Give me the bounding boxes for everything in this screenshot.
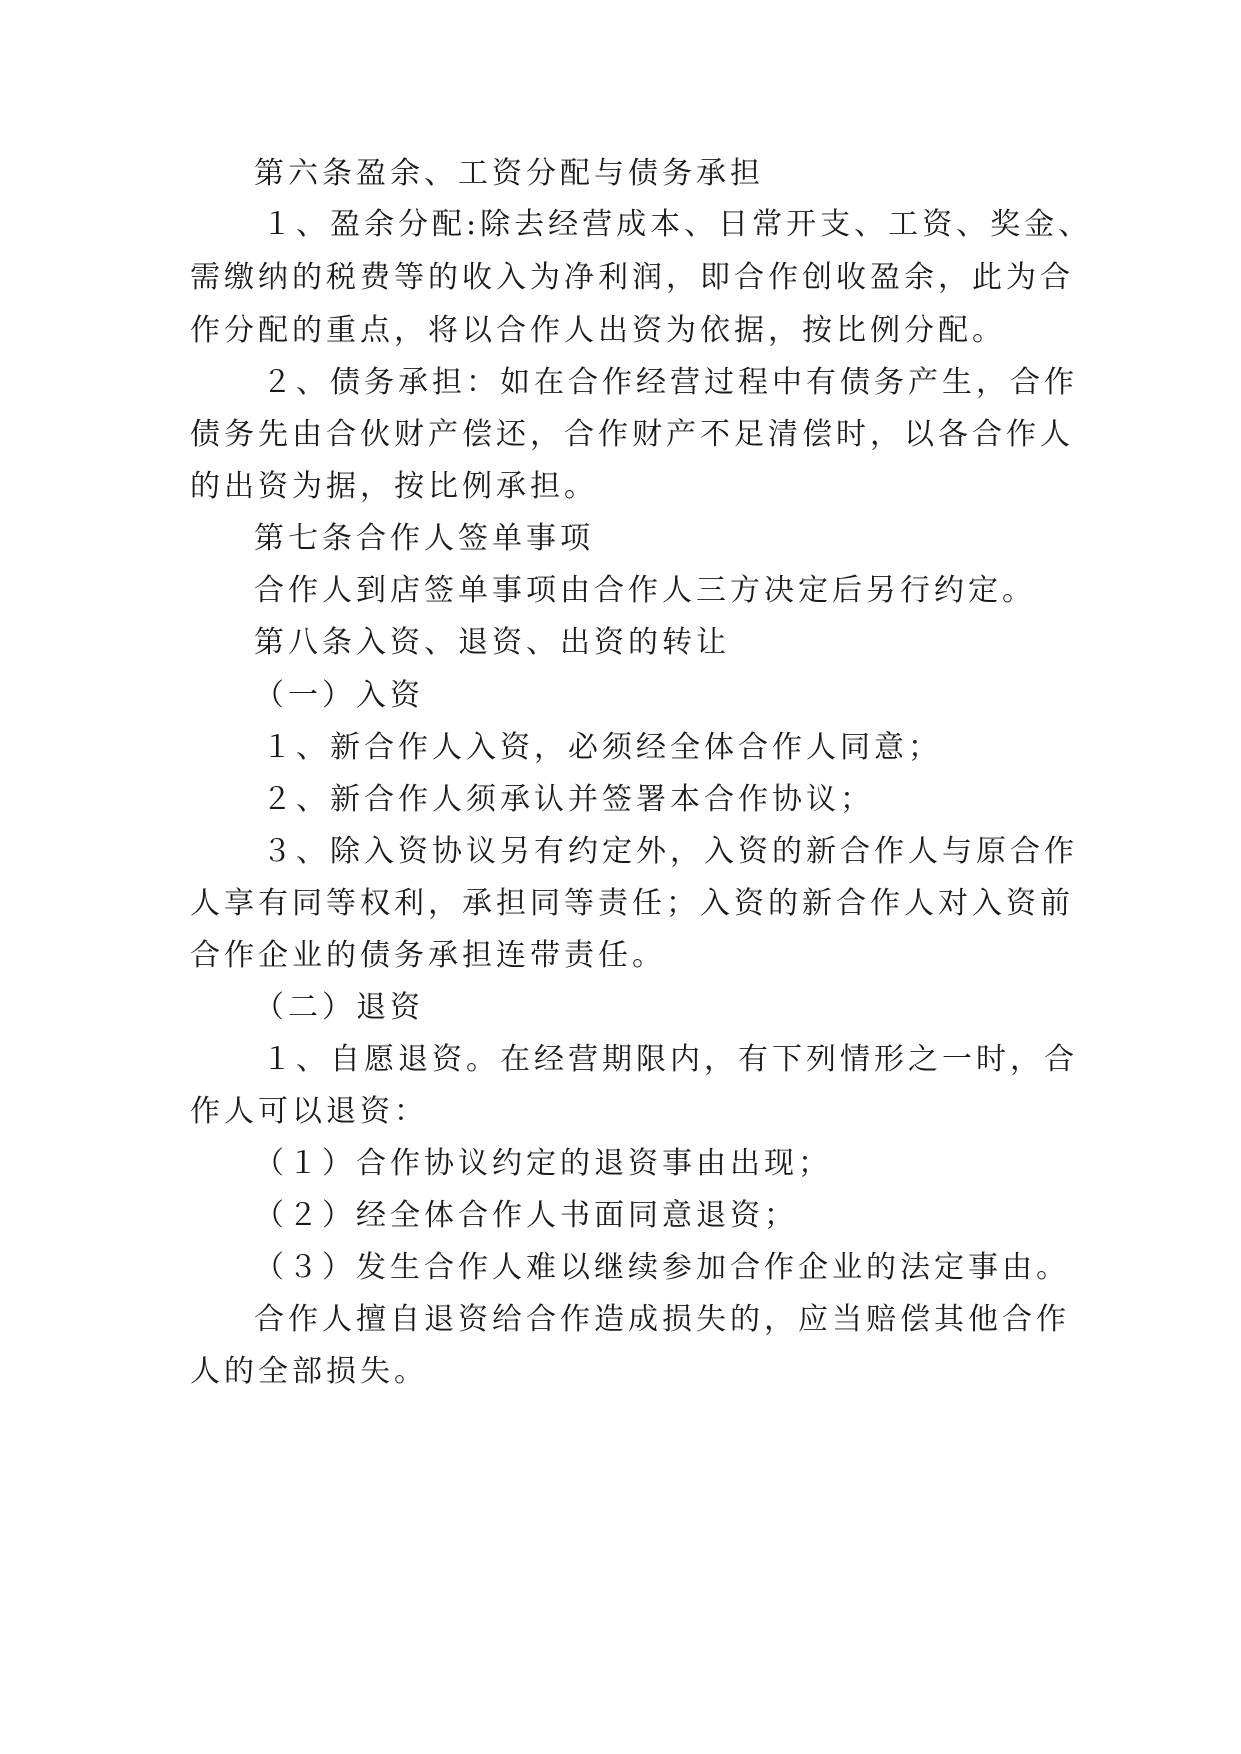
paragraph-line: 作人可以退资： (190, 1094, 428, 1129)
paragraph-line: 人的全部损失。 (190, 1354, 428, 1389)
list-item: （２）经全体合作人书面同意退资； (254, 1198, 798, 1233)
paragraph-line: ３、除入资协议另有约定外，入资的新合作人与原合作 (262, 834, 1078, 869)
paragraph-line: ２、债务承担：如在合作经营过程中有债务产生，合作 (262, 365, 1078, 400)
list-item: （１）合作协议约定的退资事由出现； (254, 1146, 832, 1181)
paragraph-line: １、新合作人入资，必须经全体合作人同意； (262, 730, 942, 765)
paragraph-line: １、盈余分配:除去经营成本、日常开支、工资、奖金、 (262, 207, 1093, 242)
section-heading: （二）退资 (254, 990, 424, 1025)
paragraph-line: ２、新合作人须承认并签署本合作协议； (262, 782, 874, 817)
paragraph-line: １、自愿退资。在经营期限内，有下列情形之一时，合 (262, 1042, 1078, 1077)
paragraph-line: 的出资为据，按比例承担。 (190, 469, 598, 504)
paragraph-line: 需缴纳的税费等的收入为净利润，即合作创收盈余，此为合 (190, 260, 1074, 295)
article-8-heading: 第八条入资、退资、出资的转让 (254, 625, 730, 660)
section-heading: （一）入资 (254, 678, 424, 713)
paragraph-line: 合作人擅自退资给合作造成损失的，应当赔偿其他合作 (254, 1302, 1070, 1337)
article-7-heading: 第七条合作人签单事项 (254, 521, 594, 556)
paragraph-line: 合作企业的债务承担连带责任。 (190, 938, 666, 973)
article-6-heading: 第六条盈余、工资分配与债务承担 (254, 156, 764, 191)
list-item: （３）发生合作人难以继续参加合作企业的法定事由。 (254, 1250, 1070, 1285)
paragraph-line: 人享有同等权利，承担同等责任；入资的新合作人对入资前 (190, 886, 1074, 921)
paragraph-line: 合作人到店签单事项由合作人三方决定后另行约定。 (254, 573, 1036, 608)
paragraph-line: 债务先由合伙财产偿还，合作财产不足清偿时，以各合作人 (190, 417, 1074, 452)
paragraph-line: 作分配的重点，将以合作人出资为依据，按比例分配。 (190, 313, 1006, 348)
